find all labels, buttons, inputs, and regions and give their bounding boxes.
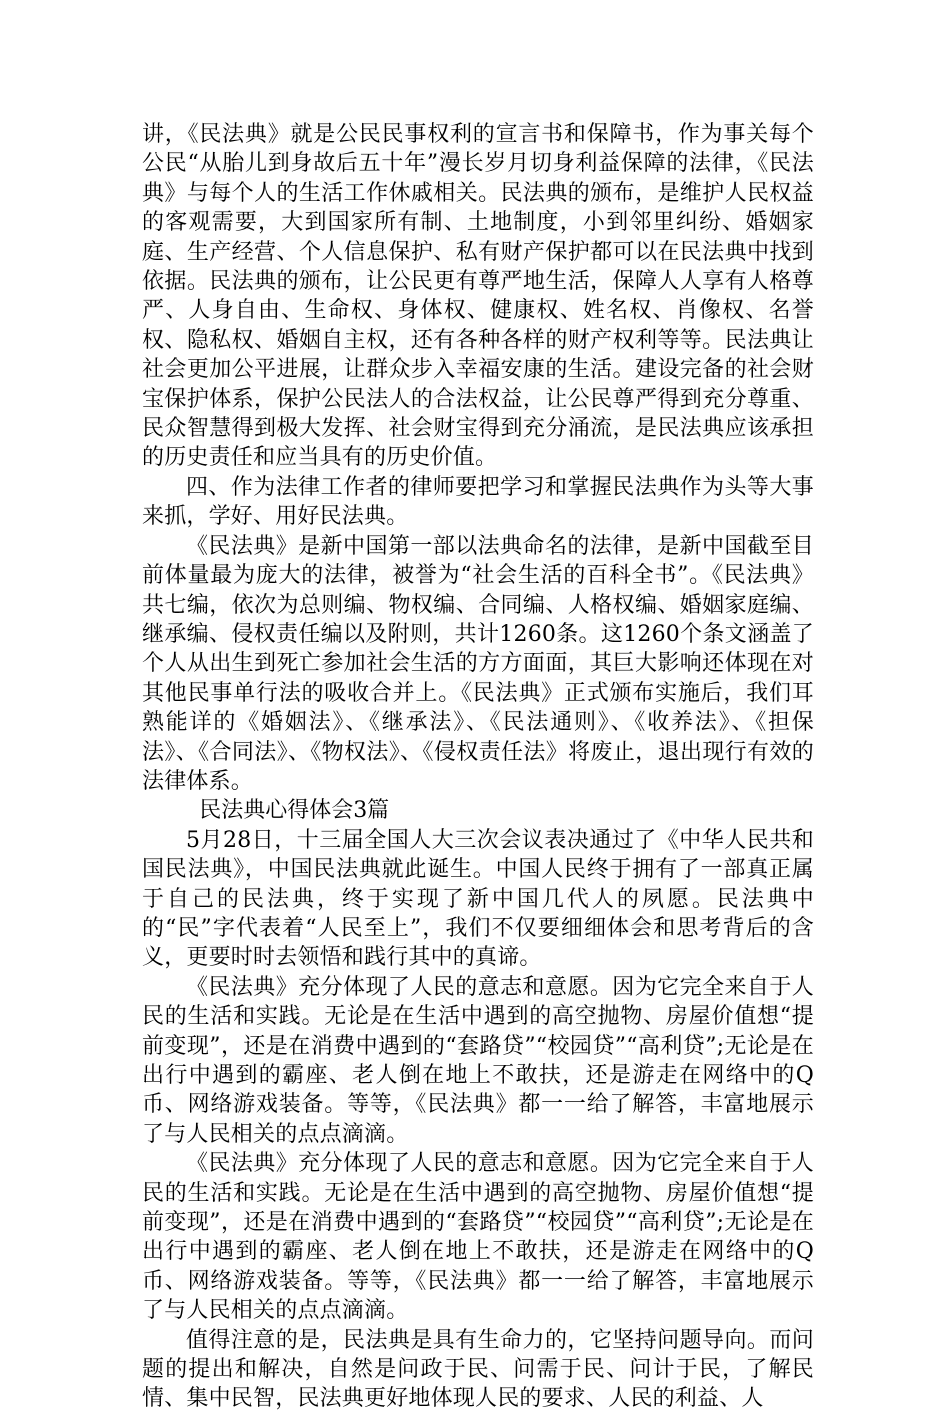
paragraph-civil-rights-declaration: 讲，《民法典》就是公民民事权利的宣言书和保障书，作为事关每个公民“从胎儿到身故后五十年”漫长岁月切身利益保障的法律，《民法典》与每个人的生活工作休戚相关。民法典的颁布，是维护人民权益的客观需要，大到国家所有制、土地制度，小到邻里纠纷、婚姻家庭、生产经营、个人信息保护、私有财产保护都可以在民法典中找到依据。民法典的颁布，让公民更有尊严地生活，保障人人享有人格尊严、人身自由、生命权、身体权、健康权、姓名权、肖像权、名誉权、隐私权、婚姻自主权，还有各种各样的财产权利等等。民法典让社会更加公平进展，让群众步入幸福安康的生活。建设完备的社会财宝保护体系，保护公民法人的合法权益，让公民尊严得到充分尊重、民众智慧得到极大发挥、社会财宝得到充分涌流，是民法典应该承担的历史责任和应当具有的历史价值。 xyxy=(142,122,814,471)
section-title: 民法典心得体会3篇 xyxy=(199,798,390,824)
paragraph-lawyer-duty: 四、作为法律工作者的律师要把学习和掌握民法典作为头等大事来抓，学好、用好民法典。 xyxy=(142,474,814,530)
paragraph-problem-oriented: 值得注意的是，民法典是具有生命力的，它坚持问题导向。而问题的提出和解决，自然是问政于民、问需于民、问计于民，了解民情、集中民智，民法典更好地体现人民的要求、人民的利益、人 xyxy=(142,1327,814,1412)
paragraph-may-28-adoption: 5月28日，十三届全国人大三次会议表决通过了《中华人民共和国民法典》，中国民法典就此诞生。中国人民终于拥有了一部真正属于自己的民法典，终于实现了新中国几代人的夙愿。民法典中的“民”字代表着“人民至上”，我们不仅要细细体会和思考背后的含义，更要时时去领悟和践行其中的真谛。 xyxy=(142,827,814,971)
paragraph-people-will-2: 《民法典》充分体现了人民的意志和意愿。因为它完全来自于人民的生活和实践。无论是在生活中遇到的高空抛物、房屋价值想“提前变现”，还是在消费中遇到的“套路贷”“校园贷”“高利贷”;无论是在出行中遇到的霸座、老人倒在地上不敢扶，还是游走在网络中的Q币、网络游戏装备。等等，《民法典》都一一给了解答，丰富地展示了与人民相关的点点滴滴。 xyxy=(142,1151,814,1324)
paragraph-code-structure: 《民法典》是新中国第一部以法典命名的法律，是新中国截至目前体量最为庞大的法律，被誉为“社会生活的百科全书”。《民法典》共七编，依次为总则编、物权编、合同编、人格权编、婚姻家庭编、继承编、侵权责任编以及附则，共计1260条。这1260个条文涵盖了个人从出生到死亡参加社会生活的方方面面，其巨大影响还体现在对其他民事单行法的吸收合并上。《民法典》正式颁布实施后，我们耳熟能详的《婚姻法》、《继承法》、《民法通则》、《收养法》、《担保法》、《合同法》、《物权法》、《侵权责任法》将废止，退出现行有效的法律体系。 xyxy=(142,533,814,794)
document-body xyxy=(142,120,814,1414)
paragraph-people-will-1: 《民法典》充分体现了人民的意志和意愿。因为它完全来自于人民的生活和实践。无论是在生活中遇到的高空抛物、房屋价值想“提前变现”，还是在消费中遇到的“套路贷”“校园贷”“高利贷”;无论是在出行中遇到的霸座、老人倒在地上不敢扶，还是游走在网络中的Q币、网络游戏装备。等等，《民法典》都一一给了解答，丰富地展示了与人民相关的点点滴滴。 xyxy=(142,974,814,1147)
